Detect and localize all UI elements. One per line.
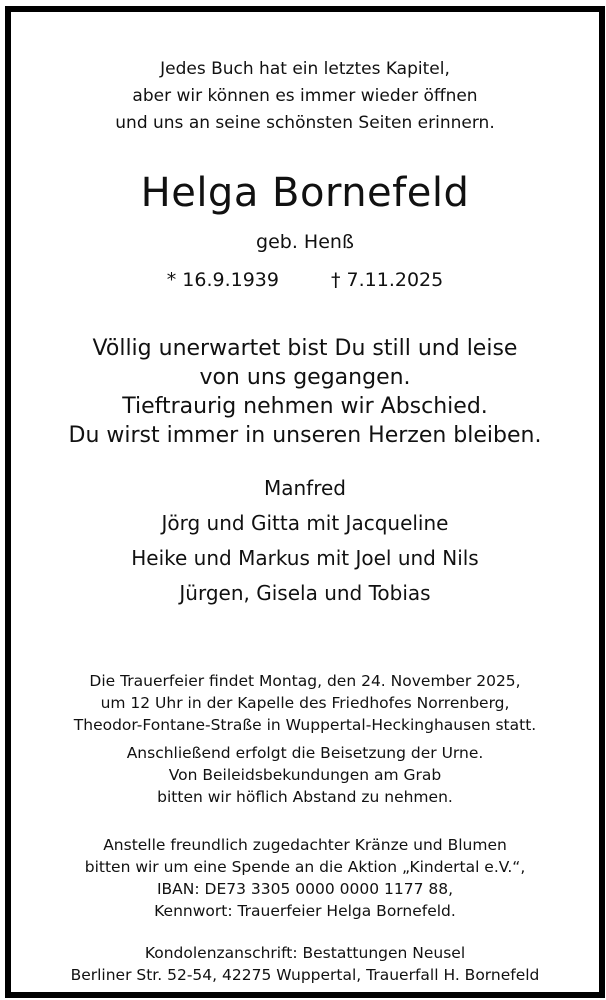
quote-line: Jedes Buch hat ein letztes Kapitel, — [160, 59, 450, 79]
quote-line: und uns an seine schönsten Seiten erinnern. — [115, 113, 495, 133]
quote-line: aber wir können es immer wieder öffnen — [132, 86, 478, 106]
death-date: † 7.11.2025 — [331, 269, 444, 291]
family-member: Heike und Markus mit Joel und Nils — [131, 546, 479, 570]
ceremony-line: Theodor-Fontane-Straße in Wuppertal-Heckinghausen statt. — [73, 716, 537, 734]
ceremony-line: bitten wir höflich Abstand zu nehmen. — [157, 788, 453, 806]
contact-line: Berliner Str. 52-54, 42275 Wuppertal, Trauerfall H. Bornefeld — [70, 966, 540, 984]
ceremony-line: Die Trauerfeier findet Montag, den 24. November 2025, — [89, 672, 521, 690]
donation-line: IBAN: DE73 3305 0000 0000 1177 88, — [156, 880, 454, 898]
farewell-line: von uns gegangen. — [199, 365, 411, 390]
farewell-line: Völlig unerwartet bist Du still und leise — [92, 336, 518, 361]
contact-line: Kondolenzanschrift: Bestattungen Neusel — [144, 944, 466, 962]
opening-quote — [11, 56, 599, 137]
farewell-line: Tieftraurig nehmen wir Abschied. — [122, 394, 488, 419]
obituary-frame — [5, 6, 605, 998]
life-dates — [11, 269, 599, 291]
birth-date: * 16.9.1939 — [166, 269, 279, 291]
farewell-line: Du wirst immer in unseren Herzen bleiben. — [68, 423, 542, 448]
family-member: Jürgen, Gisela und Tobias — [179, 581, 431, 605]
farewell-text — [11, 334, 599, 450]
ceremony-line: Von Beileidsbekundungen am Grab — [168, 766, 442, 784]
birth-name: geb. Henß — [256, 231, 354, 253]
ceremony-info — [11, 670, 599, 808]
donation-info — [11, 834, 599, 922]
family-member: Manfred — [263, 476, 346, 500]
donation-line: Kennwort: Trauerfeier Helga Bornefeld. — [154, 902, 456, 920]
donation-line: bitten wir um eine Spende an die Aktion „Kindertal e.V.“, — [84, 858, 526, 876]
condolence-address — [11, 942, 599, 986]
ceremony-line: um 12 Uhr in der Kapelle des Friedhofes Norrenberg, — [100, 694, 510, 712]
ceremony-line: Anschließend erfolgt die Beisetzung der Urne. — [126, 744, 484, 762]
donation-line: Anstelle freundlich zugedachter Kränze und Blumen — [103, 836, 507, 854]
family-list — [11, 475, 599, 615]
family-member: Jörg und Gitta mit Jacqueline — [161, 511, 449, 535]
deceased-name: Helga Bornefeld — [140, 170, 470, 216]
